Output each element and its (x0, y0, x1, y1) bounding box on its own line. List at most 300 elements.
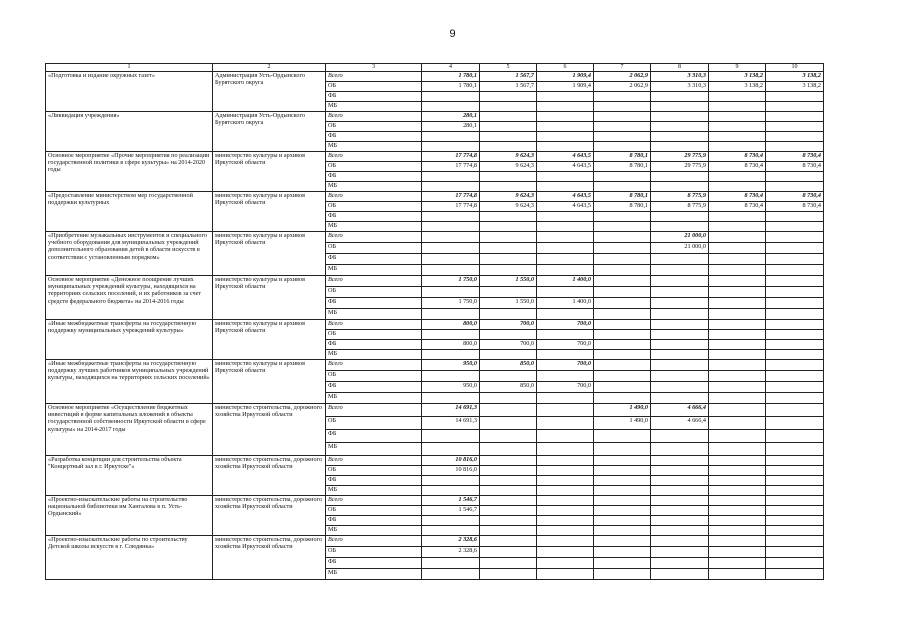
amount-cell: 8 730,4 (709, 202, 766, 212)
amount-cell (422, 558, 480, 569)
amount-cell: 17 774,8 (422, 162, 480, 172)
amount-cell (651, 265, 709, 276)
amount-cell (422, 330, 480, 340)
amount-cell (766, 276, 824, 287)
amount-cell (651, 132, 709, 142)
amount-cell (594, 212, 651, 222)
amount-cell (480, 476, 537, 486)
amount-cell (709, 486, 766, 496)
amount-cell (537, 516, 594, 526)
amount-cell: 2 062,9 (594, 82, 651, 92)
amount-cell (422, 443, 480, 456)
funding-source: МБ (326, 393, 422, 404)
funding-source: Всего (326, 456, 422, 466)
amount-cell (709, 92, 766, 102)
funding-source: ФБ (326, 254, 422, 265)
amount-cell (422, 212, 480, 222)
amount-cell (422, 393, 480, 404)
amount-cell (480, 371, 537, 382)
amount-cell: 1 400,0 (537, 298, 594, 309)
amount-cell (594, 243, 651, 254)
funding-source: ОБ (326, 330, 422, 340)
amount-cell: 1 567,7 (480, 72, 537, 82)
amount-cell (594, 466, 651, 476)
amount-cell (651, 112, 709, 122)
funding-source: ОБ (326, 506, 422, 516)
amount-cell (709, 547, 766, 558)
amount-cell (422, 350, 480, 360)
executor-name: министерство культуры и архивов Иркутской области (213, 152, 326, 192)
column-number: 7 (594, 64, 651, 72)
amount-cell (651, 506, 709, 516)
amount-cell (480, 569, 537, 580)
amount-cell: 4 666,4 (651, 404, 709, 417)
amount-cell (594, 506, 651, 516)
amount-cell: 1 780,1 (422, 82, 480, 92)
funding-source: ОБ (326, 162, 422, 172)
amount-cell (651, 496, 709, 506)
amount-cell (537, 466, 594, 476)
amount-cell: 800,0 (422, 320, 480, 330)
amount-cell: 17 774,8 (422, 192, 480, 202)
amount-cell (537, 309, 594, 320)
amount-cell (709, 222, 766, 232)
amount-cell: 3 138,2 (766, 72, 824, 82)
amount-cell (480, 393, 537, 404)
amount-cell (651, 466, 709, 476)
amount-cell: 14 691,3 (422, 417, 480, 430)
amount-cell: 8 730,4 (766, 162, 824, 172)
funding-source: МБ (326, 142, 422, 152)
amount-cell (651, 569, 709, 580)
amount-cell (766, 476, 824, 486)
amount-cell (709, 404, 766, 417)
amount-cell: 4 643,5 (537, 202, 594, 212)
amount-cell (594, 112, 651, 122)
amount-cell (766, 92, 824, 102)
amount-cell (766, 330, 824, 340)
amount-cell (537, 132, 594, 142)
amount-cell (651, 393, 709, 404)
amount-cell (422, 132, 480, 142)
amount-cell (651, 456, 709, 466)
amount-cell (480, 430, 537, 443)
amount-cell (594, 340, 651, 350)
table-row (46, 320, 824, 330)
amount-cell (651, 382, 709, 393)
amount-cell (480, 486, 537, 496)
amount-cell (766, 142, 824, 152)
amount-cell (594, 382, 651, 393)
amount-cell: 4 643,5 (537, 162, 594, 172)
amount-cell: 3 138,2 (766, 82, 824, 92)
executor-name: министерство строительства, дорожного хозяйства Иркутской области (213, 536, 326, 580)
amount-cell (709, 298, 766, 309)
amount-cell: 21 000,0 (651, 243, 709, 254)
amount-cell (709, 243, 766, 254)
amount-cell (594, 569, 651, 580)
amount-cell (709, 142, 766, 152)
amount-cell: 9 624,3 (480, 192, 537, 202)
executor-name: министерство культуры и архивов Иркутской области (213, 276, 326, 320)
amount-cell (651, 298, 709, 309)
amount-cell (766, 430, 824, 443)
amount-cell (537, 496, 594, 506)
amount-cell: 1 567,7 (480, 82, 537, 92)
amount-cell (651, 350, 709, 360)
amount-cell: 700,0 (537, 360, 594, 371)
amount-cell (422, 569, 480, 580)
amount-cell (709, 330, 766, 340)
amount-cell (709, 212, 766, 222)
amount-cell (766, 569, 824, 580)
amount-cell (594, 102, 651, 112)
amount-cell (537, 417, 594, 430)
funding-source: ФБ (326, 476, 422, 486)
funding-source: Всего (326, 320, 422, 330)
amount-cell (480, 350, 537, 360)
amount-cell (651, 172, 709, 182)
executor-name: министерство строительства, дорожного хозяйства Иркутской области (213, 456, 326, 496)
amount-cell (594, 443, 651, 456)
amount-cell (766, 486, 824, 496)
funding-source: МБ (326, 102, 422, 112)
amount-cell (480, 243, 537, 254)
amount-cell (594, 360, 651, 371)
amount-cell (709, 320, 766, 330)
amount-cell (480, 417, 537, 430)
funding-source: ФБ (326, 516, 422, 526)
amount-cell (422, 142, 480, 152)
amount-cell (651, 486, 709, 496)
executor-name: Администрация Усть-Ордынского Бурятского округа (213, 112, 326, 152)
amount-cell (537, 404, 594, 417)
amount-cell (709, 558, 766, 569)
amount-cell (537, 526, 594, 536)
amount-cell (537, 443, 594, 456)
amount-cell: 8 775,9 (651, 202, 709, 212)
amount-cell (651, 340, 709, 350)
amount-cell (594, 287, 651, 298)
column-number: 3 (326, 64, 422, 72)
funding-source: МБ (326, 350, 422, 360)
funding-source: МБ (326, 526, 422, 536)
amount-cell (766, 547, 824, 558)
amount-cell (537, 371, 594, 382)
amount-cell: 8 730,4 (766, 152, 824, 162)
amount-cell (537, 558, 594, 569)
amount-cell (651, 558, 709, 569)
funding-source: ФБ (326, 558, 422, 569)
amount-cell: 8 730,4 (709, 162, 766, 172)
amount-cell (766, 182, 824, 192)
amount-cell (651, 360, 709, 371)
amount-cell: 1 780,1 (422, 72, 480, 82)
amount-cell (422, 309, 480, 320)
amount-cell (480, 232, 537, 243)
amount-cell (766, 360, 824, 371)
executor-name: Администрация Усть-Ордынского Бурятского округа (213, 72, 326, 112)
amount-cell (594, 496, 651, 506)
amount-cell (594, 92, 651, 102)
funding-source: МБ (326, 486, 422, 496)
amount-cell (766, 309, 824, 320)
amount-cell (422, 516, 480, 526)
amount-cell: 8 780,1 (594, 202, 651, 212)
amount-cell (422, 232, 480, 243)
amount-cell (709, 496, 766, 506)
amount-cell: 3 138,2 (709, 72, 766, 82)
activity-name: «Проектно-изыскательские работы на строительство национальной библиотеки им Хангалова в п. Усть-Ордынский» (46, 496, 213, 536)
amount-cell: 17 774,8 (422, 152, 480, 162)
amount-cell (480, 172, 537, 182)
funding-source: ФБ (326, 172, 422, 182)
amount-cell (766, 232, 824, 243)
amount-cell: 700,0 (537, 382, 594, 393)
table-row (46, 276, 824, 287)
table-row (46, 456, 824, 466)
funding-source: ОБ (326, 122, 422, 132)
activity-name: «Ликвидация учреждения» (46, 112, 213, 152)
amount-cell: 850,0 (480, 382, 537, 393)
amount-cell (480, 265, 537, 276)
amount-cell (422, 287, 480, 298)
amount-cell: 9 624,3 (480, 202, 537, 212)
amount-cell (480, 506, 537, 516)
executor-name: министерство строительства, дорожного хозяйства Иркутской области (213, 496, 326, 536)
amount-cell (422, 222, 480, 232)
amount-cell (480, 102, 537, 112)
amount-cell (537, 182, 594, 192)
amount-cell (537, 212, 594, 222)
amount-cell (651, 102, 709, 112)
amount-cell (480, 309, 537, 320)
amount-cell (766, 443, 824, 456)
amount-cell: 17 774,8 (422, 202, 480, 212)
activity-name: «Иные межбюджетные трансферты на государственную поддержку муниципальных учреждений культуры» (46, 320, 213, 360)
amount-cell (651, 320, 709, 330)
column-number: 2 (213, 64, 326, 72)
funding-source: ОБ (326, 371, 422, 382)
amount-cell (651, 92, 709, 102)
table-row (46, 404, 824, 417)
amount-cell (594, 430, 651, 443)
amount-cell (537, 122, 594, 132)
amount-cell (594, 526, 651, 536)
amount-cell (594, 350, 651, 360)
amount-cell (422, 526, 480, 536)
amount-cell: 700,0 (480, 340, 537, 350)
amount-cell: 4 643,5 (537, 192, 594, 202)
amount-cell (537, 536, 594, 547)
amount-cell (537, 232, 594, 243)
amount-cell (709, 506, 766, 516)
amount-cell: 1 400,0 (537, 276, 594, 287)
amount-cell (422, 243, 480, 254)
amount-cell (480, 330, 537, 340)
amount-cell (766, 298, 824, 309)
amount-cell: 700,0 (537, 340, 594, 350)
amount-cell (594, 309, 651, 320)
executor-name: министерство культуры и архивов Иркутской области (213, 360, 326, 404)
amount-cell (651, 330, 709, 340)
funding-source: ФБ (326, 382, 422, 393)
amount-cell: 8 730,4 (709, 192, 766, 202)
funding-source: Всего (326, 276, 422, 287)
amount-cell (651, 516, 709, 526)
amount-cell (766, 558, 824, 569)
amount-cell (709, 232, 766, 243)
amount-cell (480, 287, 537, 298)
amount-cell: 700,0 (480, 320, 537, 330)
amount-cell (594, 371, 651, 382)
funding-source: ФБ (326, 132, 422, 142)
activity-name: Основное мероприятие «Прочие мероприятия по реализации государственной политики в сфере культуры» на 2014-2020 годы (46, 152, 213, 192)
amount-cell (480, 132, 537, 142)
amount-cell (480, 254, 537, 265)
amount-cell (766, 496, 824, 506)
amount-cell (594, 476, 651, 486)
funding-source: МБ (326, 222, 422, 232)
amount-cell (709, 182, 766, 192)
amount-cell (766, 287, 824, 298)
amount-cell (480, 526, 537, 536)
funding-source: Всего (326, 360, 422, 371)
funding-source: ФБ (326, 92, 422, 102)
amount-cell (480, 222, 537, 232)
column-number: 4 (422, 64, 480, 72)
amount-cell (766, 102, 824, 112)
amount-cell: 4 666,4 (651, 417, 709, 430)
amount-cell (651, 142, 709, 152)
amount-cell (422, 371, 480, 382)
amount-cell (537, 506, 594, 516)
amount-cell (709, 350, 766, 360)
amount-cell (766, 506, 824, 516)
amount-cell: 9 624,3 (480, 162, 537, 172)
amount-cell (537, 476, 594, 486)
amount-cell: 3 310,3 (651, 82, 709, 92)
page-number: 9 (449, 28, 456, 40)
amount-cell (651, 254, 709, 265)
funding-source: МБ (326, 569, 422, 580)
table-row (46, 192, 824, 202)
activity-name: «Приобретение музыкальных инструментов и специального учебного оборудования для муниципальных учреждений дополнительного образования детей в области искусств в соответствии с установленным порядком» (46, 232, 213, 276)
column-number: 8 (651, 64, 709, 72)
amount-cell (709, 102, 766, 112)
amount-cell (651, 476, 709, 486)
amount-cell (766, 243, 824, 254)
amount-cell (651, 182, 709, 192)
amount-cell (537, 486, 594, 496)
amount-cell: 1 546,7 (422, 506, 480, 516)
amount-cell: 950,0 (422, 382, 480, 393)
column-number: 10 (766, 64, 824, 72)
funding-source: ФБ (326, 430, 422, 443)
amount-cell (766, 132, 824, 142)
funding-source: Всего (326, 404, 422, 417)
amount-cell: 21 000,0 (651, 232, 709, 243)
column-number: 1 (46, 64, 213, 72)
amount-cell (480, 558, 537, 569)
amount-cell: 10 816,0 (422, 456, 480, 466)
amount-cell (766, 516, 824, 526)
amount-cell (480, 182, 537, 192)
amount-cell (537, 547, 594, 558)
amount-cell (594, 254, 651, 265)
amount-cell (537, 92, 594, 102)
table-row (46, 536, 824, 547)
activity-name: «Проектно-изыскательские работы по строительству Детской школы искусств в г. Слюдянка» (46, 536, 213, 580)
funding-source: МБ (326, 309, 422, 320)
amount-cell: 8 780,1 (594, 162, 651, 172)
amount-cell (766, 466, 824, 476)
amount-cell (709, 536, 766, 547)
amount-cell (766, 172, 824, 182)
amount-cell (480, 456, 537, 466)
amount-cell (422, 254, 480, 265)
amount-cell (766, 393, 824, 404)
amount-cell (651, 371, 709, 382)
amount-cell (480, 142, 537, 152)
amount-cell: 800,0 (422, 340, 480, 350)
amount-cell (594, 172, 651, 182)
amount-cell: 280,1 (422, 122, 480, 132)
amount-cell (422, 265, 480, 276)
amount-cell: 2 328,6 (422, 547, 480, 558)
amount-cell (594, 276, 651, 287)
amount-cell (594, 265, 651, 276)
budget-table (45, 63, 824, 580)
amount-cell (422, 182, 480, 192)
amount-cell (537, 243, 594, 254)
amount-cell (537, 102, 594, 112)
funding-source: Всего (326, 536, 422, 547)
activity-name: «Иные межбюджетные трансферты на государственную поддержку лучших работников муниципальных учреждений культуры, находящихся на территориях сельских поселений» (46, 360, 213, 404)
amount-cell (709, 112, 766, 122)
amount-cell (537, 265, 594, 276)
amount-cell: 1 490,0 (594, 404, 651, 417)
funding-source: МБ (326, 182, 422, 192)
funding-source: Всего (326, 192, 422, 202)
amount-cell (709, 122, 766, 132)
amount-cell (480, 466, 537, 476)
amount-cell (709, 393, 766, 404)
activity-name: «Разработка концепции для строительства объекта "Концертный зал в г. Иркутске"» (46, 456, 213, 496)
amount-cell (594, 298, 651, 309)
amount-cell (766, 320, 824, 330)
funding-source: Всего (326, 152, 422, 162)
activity-name: Основное мероприятие «Денежное поощрение лучших муниципальных учреждений культуры, находящихся на территориях сельских поселений, и их работников за счет средств федерального бюджета» на 2014-2016 годы (46, 276, 213, 320)
amount-cell (651, 309, 709, 320)
amount-cell (709, 276, 766, 287)
amount-cell (709, 430, 766, 443)
amount-cell (766, 526, 824, 536)
amount-cell: 29 775,9 (651, 152, 709, 162)
amount-cell (766, 350, 824, 360)
column-number: 9 (709, 64, 766, 72)
executor-name: министерство культуры и архивов Иркутской области (213, 232, 326, 276)
amount-cell (594, 516, 651, 526)
amount-cell: 3 138,2 (709, 82, 766, 92)
amount-cell (766, 456, 824, 466)
amount-cell (537, 330, 594, 340)
amount-cell (480, 536, 537, 547)
amount-cell (480, 516, 537, 526)
column-number-row (46, 64, 824, 72)
amount-cell (594, 330, 651, 340)
funding-source: ОБ (326, 202, 422, 212)
